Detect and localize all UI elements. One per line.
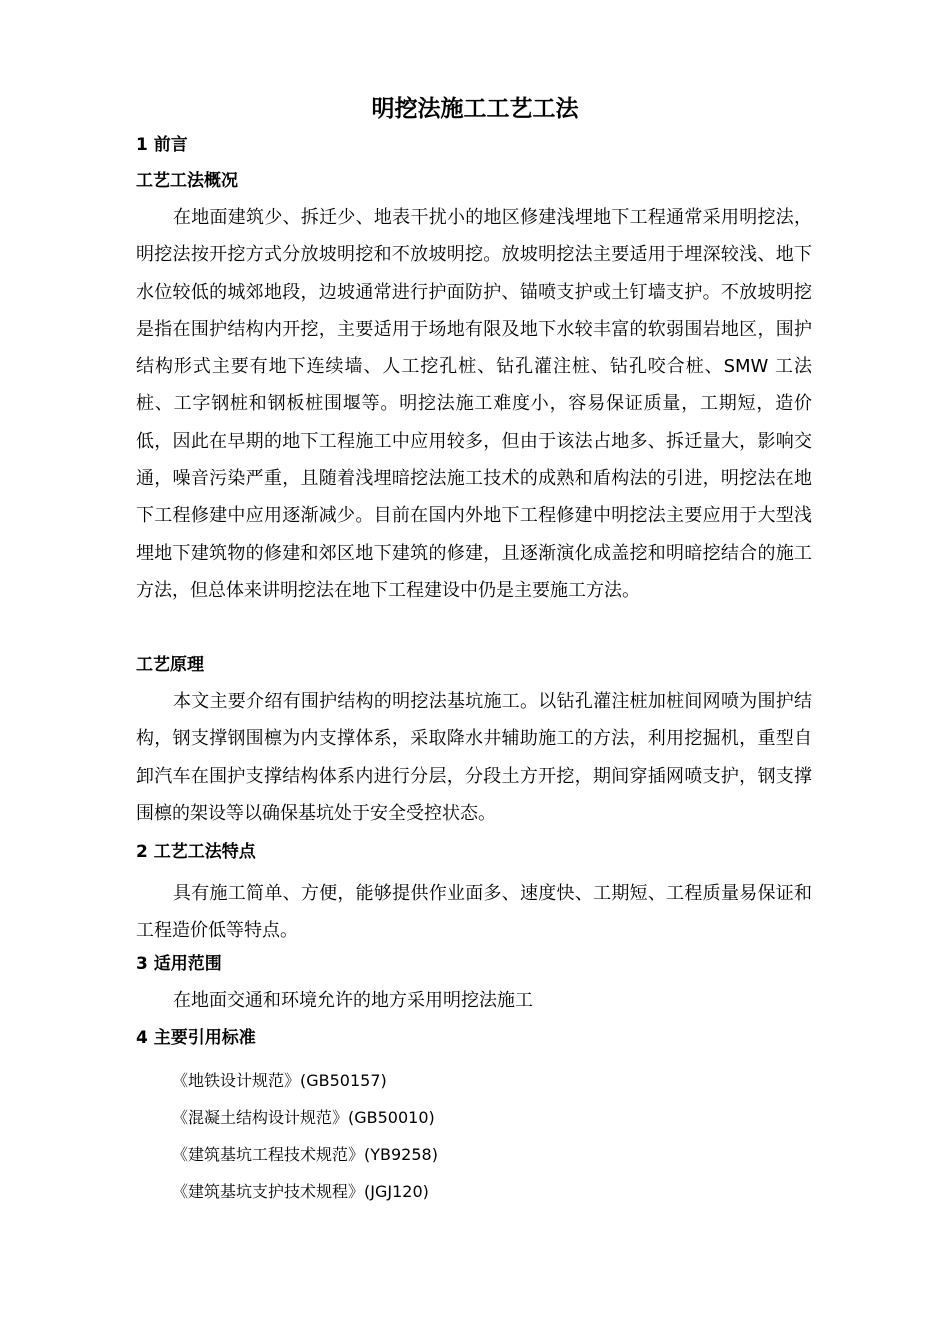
features-paragraph: 具有施工简单、方便，能够提供作业面多、速度快、工期短、工程质量易保证和工程造价低等特点。	[136, 883, 812, 942]
subsection-heading-overview: 工艺工法概况	[136, 171, 238, 191]
standard-reference-item: 《混凝土结构设计规范》(GB50010)	[172, 1108, 435, 1127]
subsection-heading-principle: 工艺原理	[136, 655, 204, 675]
overview-paragraph: 在地面建筑少、拆迁少、地表干扰小的地区修建浅埋地下工程通常采用明挖法，明挖法按开挖方式分放坡明挖和不放坡明挖。放坡明挖法主要适用于埋深较浅、地下水位较低的城郊地段，边坡通常进行护面防护、锚喷支护或土钉墙支护。不放坡明挖是指在围护结构内开挖，主要适用于场地有限及地下水较丰富的软弱围岩地区，围护结构形式主要有地下连续墙、人工挖孔桩、钻孔灌注桩、钻孔咬合桩、SMW 工法桩、工字钢桩和钢板桩围堰等。明挖法施工难度小，容易保证质量，工期短，造价低，因此在早期的地下工程施工中应用较多，但由于该法占地多、拆迁量大，影响交通，噪音污染严重，且随着浅埋暗挖法施工技术的成熟和盾构法的引进，明挖法在地下工程修建中应用逐渐减少。目前在国内外地下工程修建中明挖法主要应用于大型浅埋地下建筑物的修建和郊区地下建筑的修建，且逐渐演化成盖挖和明暗挖结合的施工方法，但总体来讲明挖法在地下工程建设中仍是主要施工方法。	[136, 207, 812, 601]
standard-reference-item: 《建筑基坑工程技术规范》(YB9258)	[172, 1145, 438, 1164]
standard-reference-item: 《地铁设计规范》(GB50157)	[172, 1071, 387, 1090]
standard-reference-item: 《建筑基坑支护技术规程》(JGJ120)	[172, 1182, 429, 1201]
section-heading-standards: 4 主要引用标准	[136, 1028, 256, 1048]
document-title: 明挖法施工工艺工法	[371, 96, 579, 122]
scope-paragraph: 在地面交通和环境允许的地方采用明挖法施工	[173, 990, 533, 1011]
section-heading-scope: 3 适用范围	[136, 954, 222, 974]
principle-paragraph: 本文主要介绍有围护结构的明挖法基坑施工。以钻孔灌注桩加桩间网喷为围护结构，钢支撑钢围檩为内支撑体系，采取降水井辅助施工的方法，利用挖掘机，重型自卸汽车在围护支撑结构体系内进行分层，分段土方开挖，期间穿插网喷支护，钢支撑围檩的架设等以确保基坑处于安全受控状态。	[136, 691, 812, 824]
section-heading-preface: 1 前言	[136, 135, 188, 155]
section-heading-features: 2 工艺工法特点	[136, 842, 256, 862]
